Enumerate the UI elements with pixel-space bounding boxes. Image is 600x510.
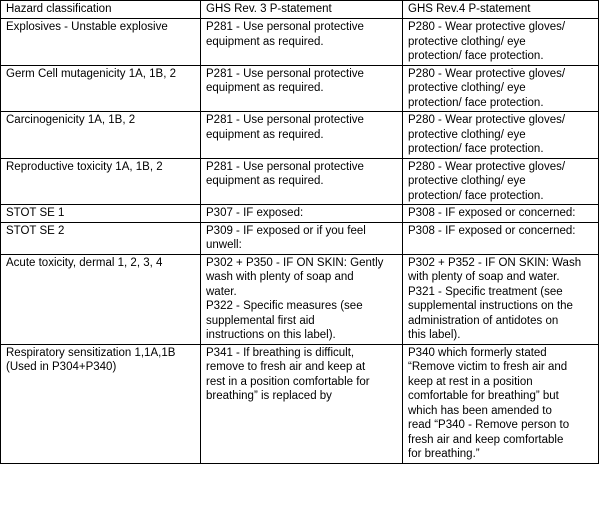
- hazard-cell: Acute toxicity, dermal 1, 2, 3, 4: [1, 254, 201, 344]
- table-row: [1, 112, 599, 159]
- rev4-cell: P280 - Wear protective gloves/ protective clothing/ eye protection/ face protection.: [403, 65, 599, 112]
- table-row: [1, 205, 599, 223]
- table-row: [1, 254, 599, 344]
- rev4-cell: P308 - IF exposed or concerned:: [403, 222, 599, 254]
- rev4-cell: P280 - Wear protective gloves/ protective clothing/ eye protection/ face protection.: [403, 19, 599, 66]
- rev4-cell: P308 - IF exposed or concerned:: [403, 205, 599, 223]
- hazard-cell: Carcinogenicity 1A, 1B, 2: [1, 112, 201, 159]
- hazard-cell: STOT SE 2: [1, 222, 201, 254]
- table-row: [1, 222, 599, 254]
- table-row: [1, 65, 599, 112]
- rev3-cell: P281 - Use personal protective equipment as required.: [201, 65, 403, 112]
- rev4-cell: P302 + P352 - IF ON SKIN: Wash with plenty of soap and water. P321 - Specific treatment (see supplemental instructions on the administration of antidotes on this label).: [403, 254, 599, 344]
- rev4-cell: P280 - Wear protective gloves/ protective clothing/ eye protection/ face protection.: [403, 112, 599, 159]
- rev3-cell: P341 - If breathing is difficult, remove to fresh air and keep at rest in a position comfortable for breathing” is replaced by: [201, 344, 403, 463]
- rev3-cell: P302 + P350 - IF ON SKIN: Gently wash with plenty of soap and water. P322 - Specific measures (see supplemental first aid instructions on this label).: [201, 254, 403, 344]
- header-ghs-rev4: GHS Rev.4 P-statement: [403, 1, 599, 19]
- rev3-cell: P307 - IF exposed:: [201, 205, 403, 223]
- hazard-cell: Respiratory sensitization 1,1A,1B (Used in P304+P340): [1, 344, 201, 463]
- rev3-cell: P281 - Use personal protective equipment as required.: [201, 158, 403, 205]
- header-hazard-classification: Hazard classification: [1, 1, 201, 19]
- hazard-cell: STOT SE 1: [1, 205, 201, 223]
- hazard-cell: Reproductive toxicity 1A, 1B, 2: [1, 158, 201, 205]
- header-row: [1, 1, 599, 19]
- table-row: [1, 344, 599, 463]
- rev4-cell: P340 which formerly stated “Remove victim to fresh air and keep at rest in a position comfortable for breathing” but which has been amended to read “P340 - Remove person to fresh air and keep comfortable for breathing.”: [403, 344, 599, 463]
- rev3-cell: P281 - Use personal protective equipment as required.: [201, 19, 403, 66]
- hazard-cell: Explosives - Unstable explosive: [1, 19, 201, 66]
- rev3-cell: P309 - IF exposed or if you feel unwell:: [201, 222, 403, 254]
- table-row: [1, 19, 599, 66]
- rev3-cell: P281 - Use personal protective equipment as required.: [201, 112, 403, 159]
- table-row: [1, 158, 599, 205]
- header-ghs-rev3: GHS Rev. 3 P-statement: [201, 1, 403, 19]
- hazard-cell: Germ Cell mutagenicity 1A, 1B, 2: [1, 65, 201, 112]
- rev4-cell: P280 - Wear protective gloves/ protective clothing/ eye protection/ face protection.: [403, 158, 599, 205]
